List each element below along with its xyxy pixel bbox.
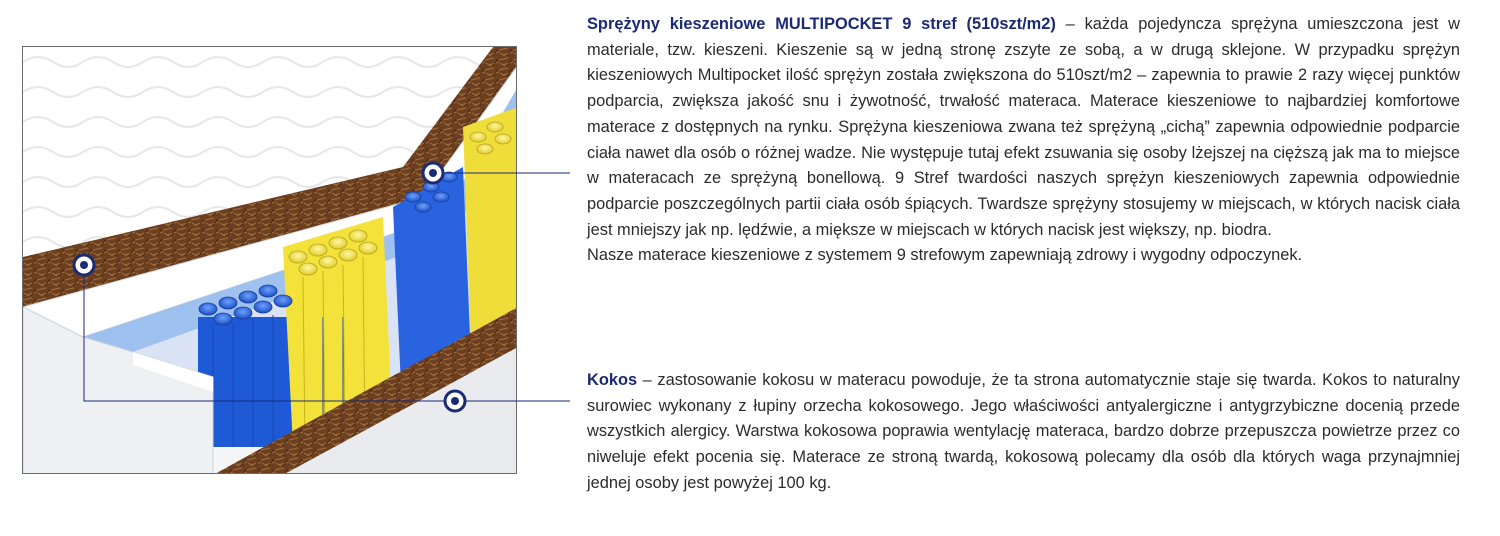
springs-body: – każda pojedyncza sprężyna umieszczona jest w materiale, tzw. kieszeni. Kieszenie są w jedną stronę zszyte ze sobą, a w drugą sklejone. W przypadku sprężyn kieszeniowych Multipocket ilość sprężyn została zwiększona do 510szt/m2 – zapewnia to prawie 2 razy więcej punktów podparcia, zwiększa jakość snu i żywotność, trwałość materaca. Materace kieszeniowe to najbardziej komfortowe materace z dostępnych na rynku. Sprężyna kieszeniowa zwana też sprężyną „cichą” zapewnia odpowiednie podparcie ciała nawet dla osób o różnej wadze. Nie występuje tutaj efekt zsuwania się osoby lżejszej na cięższą jak ma to miejsce w materacach ze sprężyną bonellową. 9 Stref twardości naszych sprężyn kieszeniowych zapewnia odpowiednie podparcie poszczególnych partii ciała osób śpiących. Twardsze sprężyny stosujemy w miejscach, w których nacisk ciała jest mniejszy jak np. lędźwie, a miększe w miejscach w których nacisk jest większy, np. biodra.	[587, 15, 1460, 239]
springs-description	[587, 12, 1460, 269]
coconut-body: – zastosowanie kokosu w materacu powoduje, że ta strona automatycznie staje się twarda. Kokos to naturalny surowiec wykonany z łupiny orzecha kokosowego. Jego właściwości antyalergiczne i antygrzybiczne docenią przede wszystkich alergicy. Warstwa kokosowa poprawia wentylację materaca, bardzo dobrze przepuszcza powietrze przez co niweluje efekt pocenia się. Materace ze stroną twardą, kokosową polecamy dla osób dla których waga przynajmniej jednej osoby jest powyżej 100 kg.	[587, 371, 1460, 492]
coconut-description	[587, 368, 1460, 497]
springs-title: Sprężyny kieszeniowe MULTIPOCKET 9 stref (510szt/m2)	[587, 15, 1056, 33]
springs-summary: Nasze materace kieszeniowe z systemem 9 strefowym zapewniają zdrowy i wygodny odpoczynek.	[587, 246, 1303, 265]
mattress-illustration	[22, 46, 517, 474]
coconut-paragraph	[587, 368, 1460, 497]
coconut-title: Kokos	[587, 371, 638, 389]
springs-paragraph	[587, 12, 1460, 243]
mattress-cross-section	[23, 47, 517, 474]
